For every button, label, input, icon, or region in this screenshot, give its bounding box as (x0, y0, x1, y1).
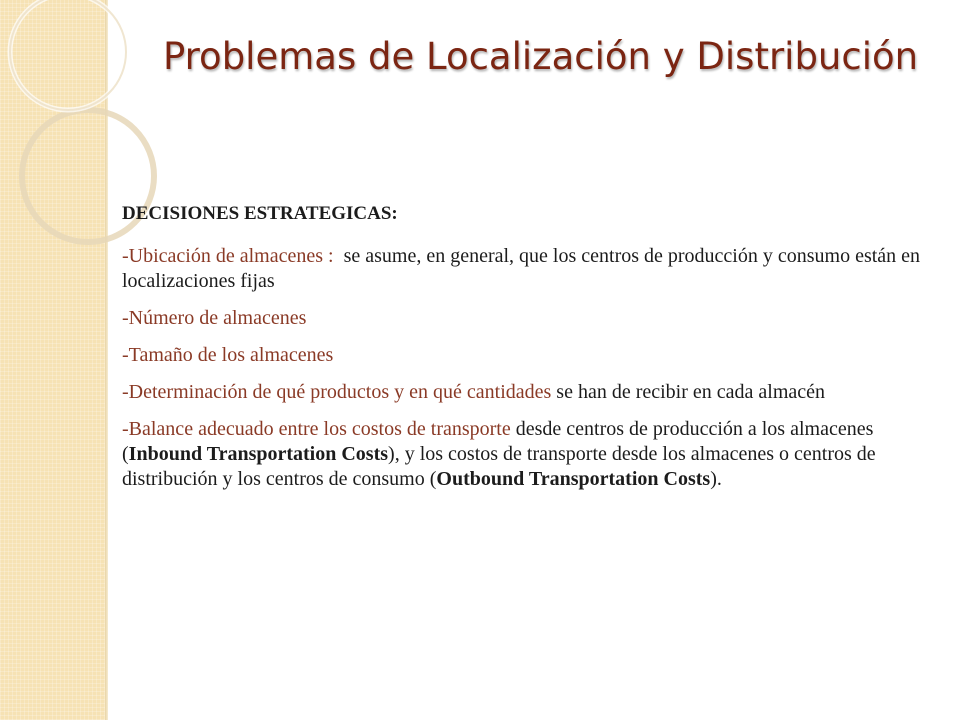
item-text: ). (710, 468, 722, 490)
decorative-ring-inner (10, 0, 126, 110)
list-item-ubicacion (122, 244, 926, 294)
section-heading: DECISIONES ESTRATEGICAS: (122, 203, 398, 224)
item-lead: -Ubicación de almacenes : (122, 245, 334, 267)
list-item-numero (122, 306, 922, 331)
list-item-tamano (122, 343, 922, 368)
item-text: se han de recibir en cada almacén (551, 381, 826, 403)
item-lead: -Tamaño de los almacenes (122, 344, 334, 366)
slide-body (122, 201, 926, 504)
item-lead: -Determinación de qué productos y en qué cantidades (122, 381, 552, 403)
inbound-costs-term: Inbound Transportation Costs (128, 443, 389, 465)
list-item-balance (122, 417, 922, 492)
item-lead: -Balance adecuado entre los costos de transporte (122, 418, 511, 440)
list-item-determinacion (122, 380, 922, 405)
item-lead: -Número de almacenes (122, 307, 307, 329)
item-text: desde centros de producción a los almacenes ( (122, 418, 874, 465)
outbound-costs-term: Outbound Transportation Costs (436, 468, 711, 490)
item-text: se asume, en general, que los centros de producción y consumo están en localizaciones fijas (122, 245, 926, 292)
slide-title: Problemas de Localización y Distribución (163, 35, 919, 78)
item-text: ), y los costos de transporte desde los almacenes o centros de distribución y los centros de consumo ( (122, 443, 876, 490)
